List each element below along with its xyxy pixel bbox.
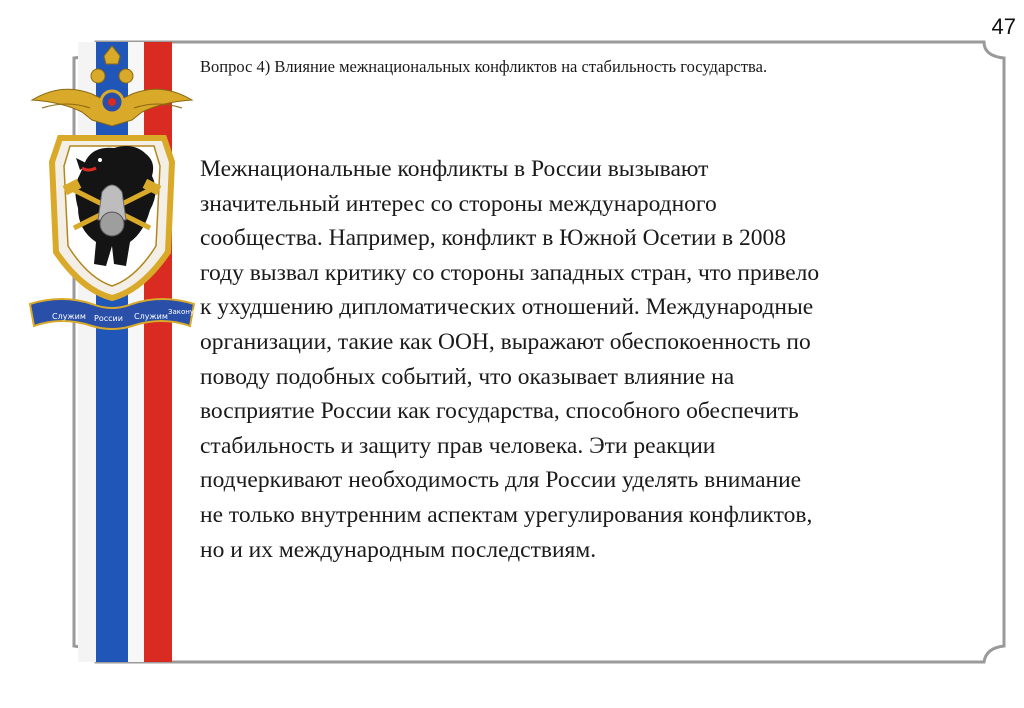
body-line: не только внутренним аспектам урегулирования конфликтов, (200, 501, 813, 528)
body-line: значительный интерес со стороны международного (200, 190, 717, 217)
body-line: организации, такие как ООН, выражают обеспокоенность по (200, 328, 811, 355)
ribbon (30, 299, 194, 329)
body-line: восприятие России как государства, способного обеспечить (200, 398, 799, 425)
question-heading: Вопрос 4) Влияние межнациональных конфликтов на стабильность государства. (200, 57, 768, 76)
body-line: к ухудшению дипломатических отношений. Международные (200, 294, 814, 321)
body-line: стабильность и защиту прав человека. Эти реакции (200, 432, 716, 459)
body-line: но и их международным последствиям. (200, 536, 597, 563)
body-paragraph (200, 152, 980, 567)
ribbon-text-1: Служим (52, 312, 86, 321)
body-line: подчеркивают необходимость для России уделять внимание (200, 467, 802, 494)
body-line: Межнациональные конфликты в России вызывают (200, 156, 709, 182)
ribbon-text-3: Служим (134, 312, 168, 321)
ribbon-text-2: России (94, 314, 123, 323)
body-line: году вызвал критику со стороны западных стран, что привело (200, 259, 820, 286)
body-line: поводу подобных событий, что оказывает влияние на (200, 363, 735, 390)
page-number: 47 (991, 14, 1016, 39)
eagle-icon (32, 46, 192, 126)
ribbon-text-4: Закону (168, 308, 195, 316)
body-line: сообщества. Например, конфликт в Южной Осетии в 2008 (200, 225, 787, 252)
emblem-icon (22, 42, 202, 332)
